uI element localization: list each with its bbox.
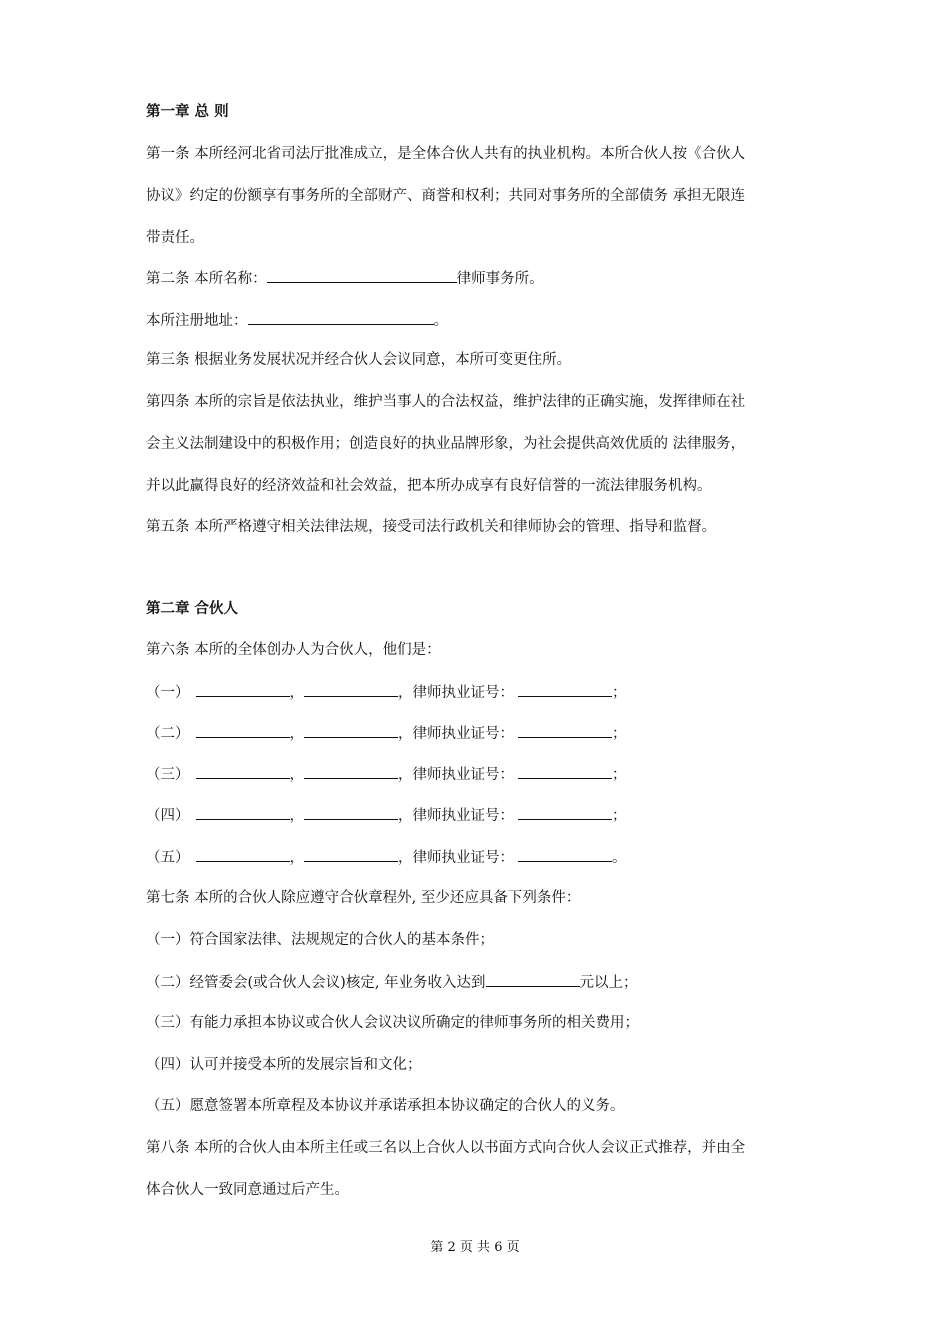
article-6-line: 第六条 本所的全体创办人为合伙人，他们是：: [146, 642, 441, 658]
partner-name-blank: [196, 847, 290, 862]
partner-name-blank: [196, 682, 290, 697]
partner-name-blank: [304, 805, 398, 820]
chapter-2-heading: 第二章 合伙人: [146, 601, 239, 617]
article-8-line-1: 第八条 本所的合伙人由本所主任或三名以上合伙人以书面方式向合伙人会议正式推荐，并由全: [146, 1140, 746, 1156]
article-1-line-3: 带责任。: [146, 230, 204, 246]
article-7-item-2: （二）经管委会(或合伙人会议)核定, 年业务收入达到 元以上；: [146, 972, 638, 993]
license-number-blank: [518, 805, 612, 820]
partner-name-blank: [196, 764, 290, 779]
partner-name-blank: [304, 682, 398, 697]
license-number-blank: [518, 847, 612, 862]
firm-name-blank: [267, 268, 457, 283]
article-4-line-1: 第四条 本所的宗旨是依法执业，维护当事人的合法权益，维护法律的正确实施，发挥律师在社: [146, 394, 746, 410]
article-7-item-3: （三）有能力承担本协议或合伙人会议决议所确定的律师事务所的相关费用；: [146, 1015, 639, 1031]
partner-row-4: （四） ， ，律师执业证号： ；: [146, 805, 627, 826]
partner-name-blank: [304, 764, 398, 779]
article-1-line-1: 第一条 本所经河北省司法厅批准成立，是全体合伙人共有的执业机构。本所合伙人按《合伙人: [146, 146, 746, 162]
partner-name-blank: [304, 723, 398, 738]
article-8-line-2: 体合伙人一致同意通过后产生。: [146, 1182, 349, 1198]
partner-name-blank: [304, 847, 398, 862]
article-3-line: 第三条 根据业务发展状况并经合伙人会议同意，本所可变更住所。: [146, 352, 572, 368]
article-7-item-4: （四）认可并接受本所的发展宗旨和文化；: [146, 1057, 422, 1073]
license-number-blank: [518, 764, 612, 779]
partner-row-5: （五） ， ，律师执业证号： 。: [146, 847, 627, 868]
partner-row-3: （三） ， ，律师执业证号： ；: [146, 764, 627, 785]
income-blank: [486, 972, 580, 987]
article-7-item-1: （一）符合国家法律、法规规定的合伙人的基本条件；: [146, 932, 494, 948]
address-line: 本所注册地址： 。: [146, 310, 448, 331]
article-4-line-3: 并以此赢得良好的经济效益和社会效益，把本所办成享有良好信誉的一流法律服务机构。: [146, 478, 712, 494]
partner-name-blank: [196, 723, 290, 738]
license-number-blank: [518, 682, 612, 697]
partner-name-blank: [196, 805, 290, 820]
license-number-blank: [518, 723, 612, 738]
partner-row-2: （二） ， ，律师执业证号： ；: [146, 723, 627, 744]
article-7-line: 第七条 本所的合伙人除应遵守合伙章程外, 至少还应具备下列条件：: [146, 890, 581, 906]
article-1-line-2: 协议》约定的份额享有事务所的全部财产、商誉和权利；共同对事务所的全部债务 承担无限连: [146, 188, 746, 204]
partner-row-1: （一） ， ，律师执业证号： ；: [146, 682, 627, 703]
page-number: 第 2 页 共 6 页: [430, 1240, 520, 1255]
chapter-1-heading: 第一章 总 则: [146, 104, 229, 120]
article-7-item-5: （五）愿意签署本所章程及本协议并承诺承担本协议确定的合伙人的义务。: [146, 1098, 625, 1114]
article-2-line: 第二条 本所名称： 律师事务所。: [146, 268, 544, 289]
article-4-line-2: 会主义法制建设中的积极作用；创造良好的执业品牌形象，为社会提供高效优质的 法律服务，: [146, 436, 746, 452]
address-blank: [248, 310, 434, 325]
article-5-line: 第五条 本所严格遵守相关法律法规，接受司法行政机关和律师协会的管理、指导和监督。: [146, 519, 717, 535]
